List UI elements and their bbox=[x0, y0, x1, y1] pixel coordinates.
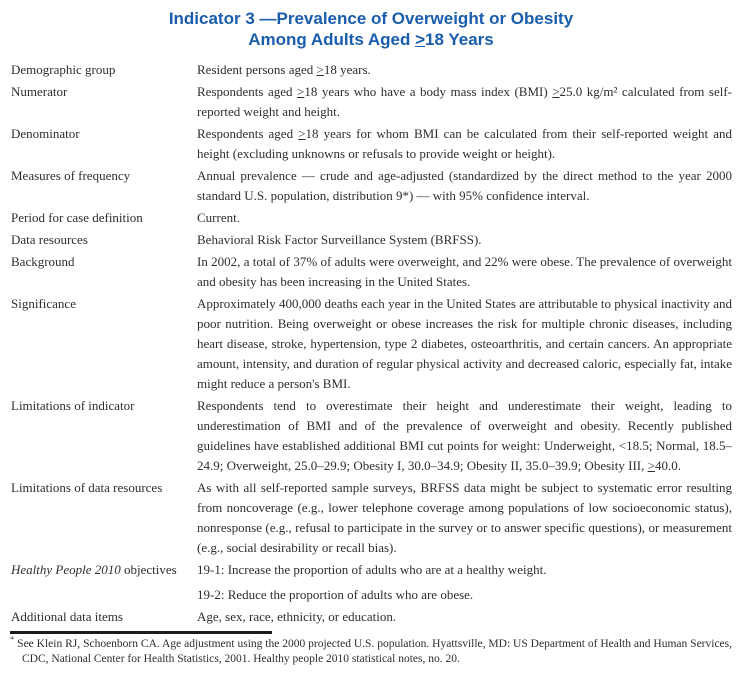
row-paragraph: Respondents tend to overestimate their height and underestimate their weight, leading to underestimation of BMI and of the prevalence of overweight and obesity. Recently published guidelines have established additional BMI cut points for weight: Underweight, <18.5; Normal, 18.5–24.9; Overweight, 25.0–29.9; Obesity I, 30.0–34.9; Obesity II, 35.0–39.9; Obesity III, >40.0. bbox=[197, 398, 732, 473]
row-label: Limitations of data resources bbox=[11, 480, 163, 495]
row-label-italic: Healthy People 2010 bbox=[11, 562, 121, 577]
table-row bbox=[10, 82, 732, 122]
row-paragraph: Current. bbox=[197, 210, 240, 225]
row-label: Demographic group bbox=[11, 62, 116, 77]
row-label: Denominator bbox=[11, 126, 80, 141]
table-row bbox=[10, 560, 732, 605]
row-paragraph: Age, sex, race, ethnicity, or education. bbox=[197, 609, 397, 624]
page-title-line1: Indicator 3 —Prevalence of Overweight or Obesity bbox=[168, 9, 574, 28]
page-title bbox=[10, 8, 732, 50]
footnote-marker: * bbox=[10, 634, 15, 645]
table-row bbox=[10, 607, 732, 627]
footnote-text: See Klein RJ, Schoenborn CA. Age adjustment using the 2000 projected U.S. population. Hyattsville, MD: US Department of Health and Human Services, CDC, National Center for Health Statistics, 2001. Healthy people 2010 statistical notes, no. 20. bbox=[17, 638, 733, 665]
row-value bbox=[197, 60, 732, 80]
row-paragraph: Behavioral Risk Factor Surveillance System (BRFSS). bbox=[197, 232, 482, 247]
table-row bbox=[10, 230, 732, 250]
row-paragraph: 19-1: Increase the proportion of adults who are at a healthy weight. bbox=[197, 562, 547, 577]
row-value bbox=[197, 124, 732, 164]
row-value bbox=[197, 396, 732, 476]
row-value bbox=[197, 252, 732, 292]
table-row bbox=[10, 208, 732, 228]
page-title-line2: Among Adults Aged >18 Years bbox=[248, 30, 494, 49]
indicator-definition-table bbox=[10, 60, 732, 627]
row-value bbox=[197, 230, 732, 250]
row-label: Background bbox=[11, 254, 75, 269]
footnote bbox=[10, 634, 733, 667]
table-row bbox=[10, 396, 732, 476]
table-row bbox=[10, 252, 732, 292]
table-row bbox=[10, 60, 732, 80]
row-paragraph: Resident persons aged >18 years. bbox=[197, 62, 371, 77]
row-paragraph: Respondents aged >18 years who have a body mass index (BMI) >25.0 kg/m² calculated from self-reported weight and height. bbox=[197, 84, 732, 119]
table-row bbox=[10, 478, 732, 558]
row-value bbox=[197, 294, 732, 394]
row-label: Data resources bbox=[11, 232, 88, 247]
row-value bbox=[197, 560, 732, 605]
row-label: Additional data items bbox=[11, 609, 123, 624]
row-value bbox=[197, 478, 732, 558]
row-value bbox=[197, 208, 732, 228]
row-label: Measures of frequency bbox=[11, 168, 131, 183]
row-paragraph: Annual prevalence — crude and age-adjusted (standardized by the direct method to the year 2000 standard U.S. population, distribution 9*) — with 95% confidence interval. bbox=[197, 168, 732, 203]
row-label: Numerator bbox=[11, 84, 68, 99]
row-value bbox=[197, 166, 732, 206]
row-paragraph: In 2002, a total of 37% of adults were overweight, and 22% were obese. The prevalence of overweight and obesity has been increasing in the United States. bbox=[197, 254, 732, 289]
table-row bbox=[10, 124, 732, 164]
table-row bbox=[10, 294, 732, 394]
row-label: Limitations of indicator bbox=[11, 398, 135, 413]
row-value bbox=[197, 607, 732, 627]
row-value bbox=[197, 82, 732, 122]
row-paragraph: Respondents aged >18 years for whom BMI can be calculated from their self-reported weight and height (excluding unknowns or refusals to provide weight or height). bbox=[197, 126, 733, 161]
row-label: Healthy People 2010 objectives bbox=[11, 562, 177, 577]
row-label: Significance bbox=[11, 296, 76, 311]
row-label: Period for case definition bbox=[11, 210, 143, 225]
table-row bbox=[10, 166, 732, 206]
row-paragraph: As with all self-reported sample surveys, BRFSS data might be subject to systematic error resulting from noncoverage (e.g., lower telephone coverage among populations of low socioeconomic status), nonresponse (e.g., refusal to participate in the survey or to answer specific questions), or measurement (e.g., social desirability or recall bias). bbox=[197, 480, 732, 555]
row-paragraph: 19-2: Reduce the proportion of adults who are obese. bbox=[197, 587, 474, 602]
table-bottom-rule bbox=[10, 631, 272, 634]
row-paragraph: Approximately 400,000 deaths each year in the United States are attributable to physical inactivity and poor nutrition. Being overweight or obese increases the risk for multiple chronic diseases, including heart disease, stroke, hypertension, type 2 diabetes, osteoarthritis, and certain cancers. An appropriate amount, intensity, and duration of regular physical activity and decreased caloric, especially fat, intake might reduce a person's BMI. bbox=[197, 296, 732, 391]
